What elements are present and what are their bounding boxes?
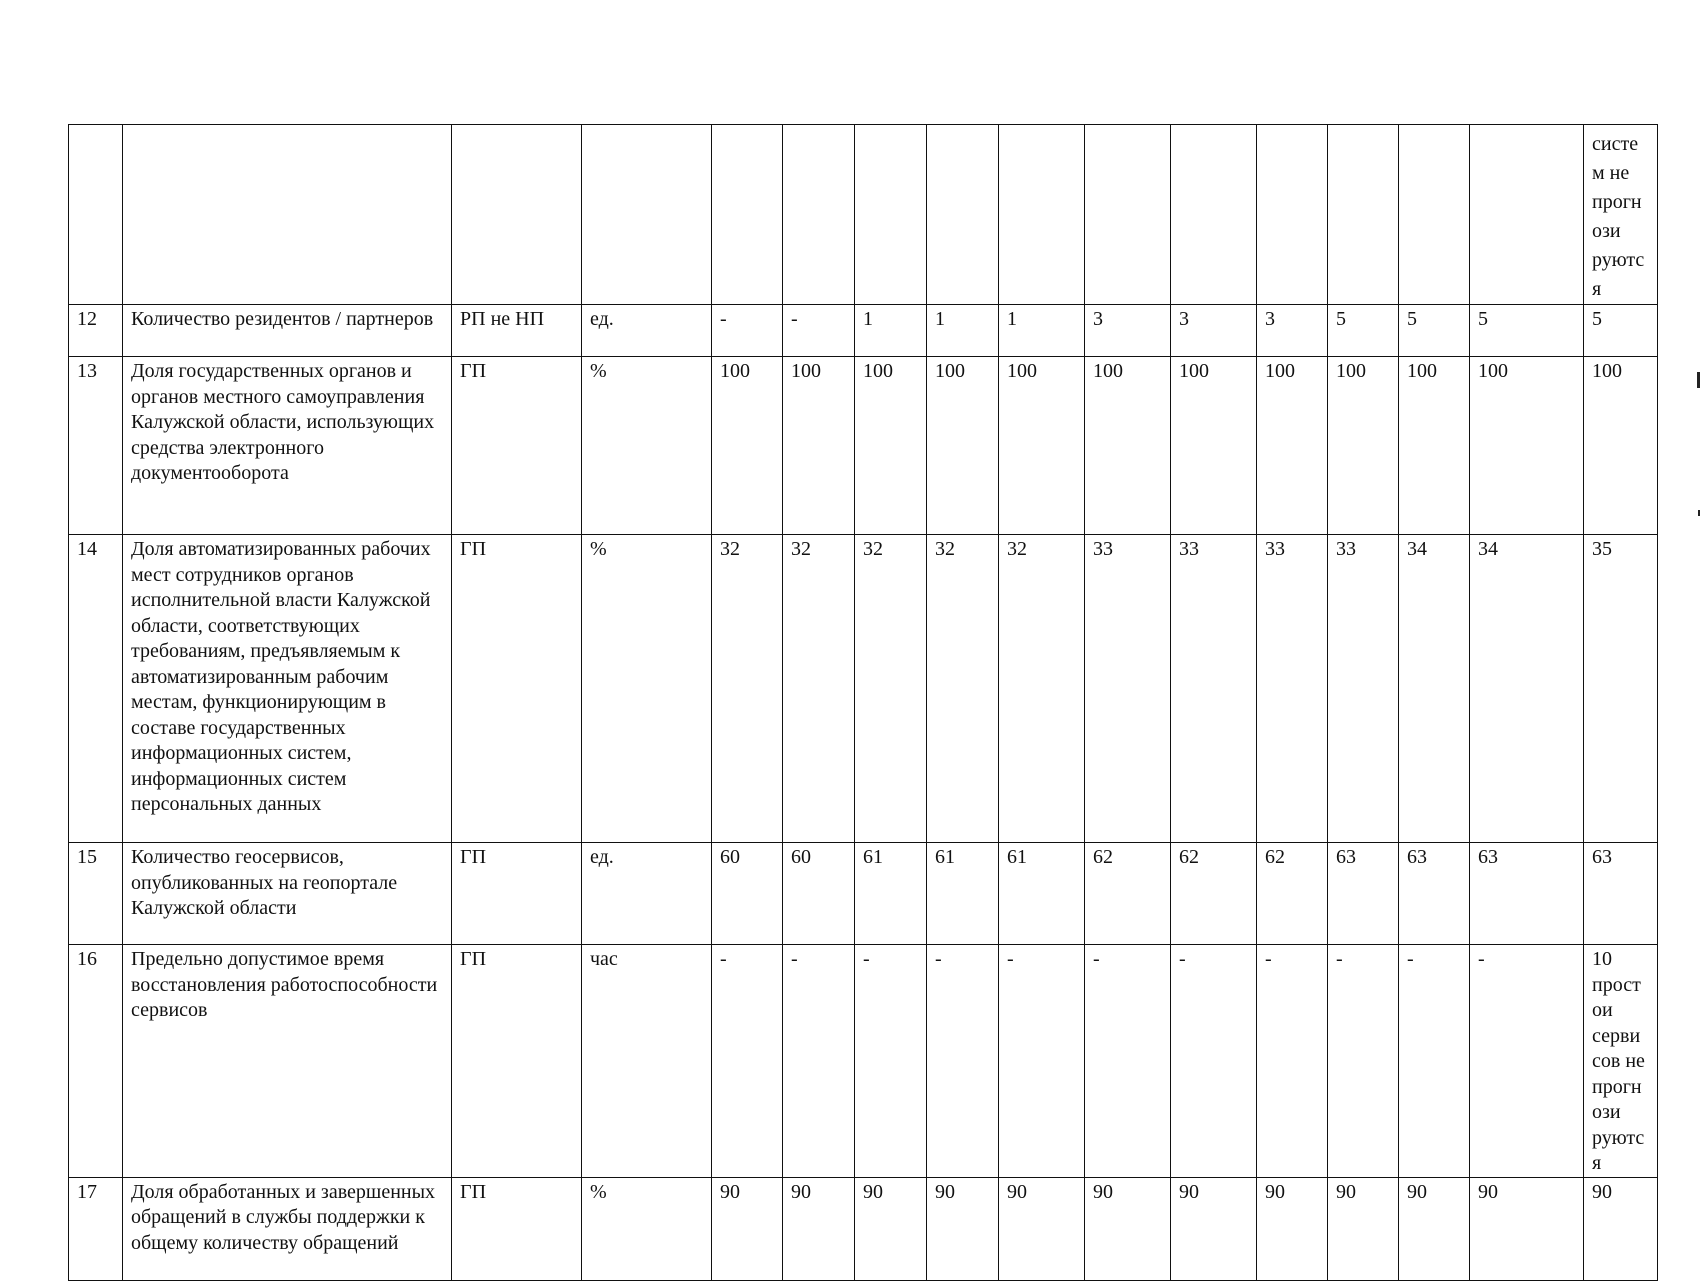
final-value-cell: 5 (1584, 305, 1658, 357)
value-cell: 63 (1328, 843, 1399, 945)
value-cell: - (783, 945, 855, 1178)
value-cell: 100 (712, 357, 783, 535)
value-cell (999, 125, 1085, 305)
value-cell: 62 (1171, 843, 1257, 945)
final-value-cell: систем не прогнози руются (1584, 125, 1658, 305)
value-cell (927, 125, 999, 305)
indicator-source: ГП (452, 1177, 582, 1280)
indicator-name: Количество геосервисов, опубликованных на геопортале Калужской области (123, 843, 452, 945)
value-cell: - (1328, 945, 1399, 1178)
indicator-unit (582, 125, 712, 305)
value-cell: 100 (855, 357, 927, 535)
value-cell: - (855, 945, 927, 1178)
value-cell: 90 (1257, 1177, 1328, 1280)
table-row (69, 535, 1658, 843)
value-cell: 100 (999, 357, 1085, 535)
indicator-source: ГП (452, 945, 582, 1178)
final-value-cell: 63 (1584, 843, 1658, 945)
value-cell: 100 (1399, 357, 1470, 535)
row-number: 12 (69, 305, 123, 357)
final-value-cell: 90 (1584, 1177, 1658, 1280)
indicator-name: Доля обработанных и завершенных обращений в службы поддержки к общему количеству обращений (123, 1177, 452, 1280)
indicator-source: ГП (452, 843, 582, 945)
value-cell: 33 (1328, 535, 1399, 843)
value-cell: - (712, 305, 783, 357)
table-row (69, 125, 1658, 305)
indicator-name: Доля автоматизированных рабочих мест сотрудников органов исполнительной власти Калужской области, соответствующих требованиям, предъявляемым к автоматизированным рабочим местам, функционирующим в составе государственных информационных систем, информационных систем персональных данных (123, 535, 452, 843)
row-number: 17 (69, 1177, 123, 1280)
value-cell: 100 (1328, 357, 1399, 535)
value-cell: 63 (1399, 843, 1470, 945)
table-row (69, 357, 1658, 535)
indicator-name: Предельно допустимое время восстановления работоспособности сервисов (123, 945, 452, 1178)
final-value-cell: 35 (1584, 535, 1658, 843)
value-cell: 1 (999, 305, 1085, 357)
value-cell: 100 (783, 357, 855, 535)
value-cell: 5 (1328, 305, 1399, 357)
row-number (69, 125, 123, 305)
value-cell: 90 (1328, 1177, 1399, 1280)
value-cell: 61 (855, 843, 927, 945)
value-cell: 5 (1470, 305, 1584, 357)
value-cell: 90 (783, 1177, 855, 1280)
value-cell: 33 (1171, 535, 1257, 843)
value-cell (1257, 125, 1328, 305)
indicator-unit: % (582, 357, 712, 535)
indicator-unit: % (582, 1177, 712, 1280)
value-cell: 34 (1470, 535, 1584, 843)
table-row (69, 305, 1658, 357)
row-number: 15 (69, 843, 123, 945)
value-cell (855, 125, 927, 305)
value-cell: 90 (1085, 1177, 1171, 1280)
value-cell: 100 (1085, 357, 1171, 535)
value-cell: 60 (712, 843, 783, 945)
value-cell: - (1399, 945, 1470, 1178)
value-cell: 34 (1399, 535, 1470, 843)
value-cell: 1 (855, 305, 927, 357)
value-cell: 3 (1085, 305, 1171, 357)
value-cell: 90 (1470, 1177, 1584, 1280)
indicators-table (68, 124, 1658, 1281)
value-cell: 90 (1399, 1177, 1470, 1280)
value-cell: 90 (855, 1177, 927, 1280)
indicator-unit: час (582, 945, 712, 1178)
indicator-unit: ед. (582, 305, 712, 357)
value-cell: - (783, 305, 855, 357)
value-cell: 100 (1171, 357, 1257, 535)
value-cell: - (1257, 945, 1328, 1178)
value-cell: 32 (783, 535, 855, 843)
value-cell: 32 (927, 535, 999, 843)
value-cell: 90 (927, 1177, 999, 1280)
value-cell: 90 (1171, 1177, 1257, 1280)
value-cell: 1 (927, 305, 999, 357)
value-cell: 63 (1470, 843, 1584, 945)
value-cell: 60 (783, 843, 855, 945)
row-number: 13 (69, 357, 123, 535)
final-value-cell: 100 (1584, 357, 1658, 535)
value-cell: 90 (999, 1177, 1085, 1280)
indicator-name: Доля государственных органов и органов местного самоуправления Калужской области, использующих средства электронного документооборота (123, 357, 452, 535)
value-cell: 62 (1257, 843, 1328, 945)
indicator-unit: % (582, 535, 712, 843)
value-cell: 100 (1257, 357, 1328, 535)
value-cell: - (1171, 945, 1257, 1178)
value-cell (712, 125, 783, 305)
value-cell: - (927, 945, 999, 1178)
table-row (69, 1177, 1658, 1280)
value-cell: 32 (855, 535, 927, 843)
value-cell (1470, 125, 1584, 305)
indicator-source (452, 125, 582, 305)
value-cell (1085, 125, 1171, 305)
table-row (69, 945, 1658, 1178)
value-cell: - (1085, 945, 1171, 1178)
value-cell: 3 (1171, 305, 1257, 357)
indicator-name: Количество резидентов / партнеров (123, 305, 452, 357)
indicator-source: ГП (452, 357, 582, 535)
value-cell: 100 (1470, 357, 1584, 535)
value-cell (1171, 125, 1257, 305)
value-cell: 33 (1085, 535, 1171, 843)
indicator-unit: ед. (582, 843, 712, 945)
value-cell: 100 (927, 357, 999, 535)
row-number: 14 (69, 535, 123, 843)
final-value-cell: 10 простои сервисов не прогнози руются (1584, 945, 1658, 1178)
indicator-source: РП не НП (452, 305, 582, 357)
table-row (69, 843, 1658, 945)
value-cell: 61 (999, 843, 1085, 945)
row-number: 16 (69, 945, 123, 1178)
indicator-source: ГП (452, 535, 582, 843)
value-cell: - (999, 945, 1085, 1178)
value-cell: 32 (712, 535, 783, 843)
value-cell: 61 (927, 843, 999, 945)
value-cell (783, 125, 855, 305)
value-cell: 3 (1257, 305, 1328, 357)
indicator-name (123, 125, 452, 305)
value-cell (1399, 125, 1470, 305)
value-cell: - (712, 945, 783, 1178)
value-cell (1328, 125, 1399, 305)
value-cell: - (1470, 945, 1584, 1178)
value-cell: 62 (1085, 843, 1171, 945)
value-cell: 5 (1399, 305, 1470, 357)
value-cell: 90 (712, 1177, 783, 1280)
value-cell: 33 (1257, 535, 1328, 843)
value-cell: 32 (999, 535, 1085, 843)
